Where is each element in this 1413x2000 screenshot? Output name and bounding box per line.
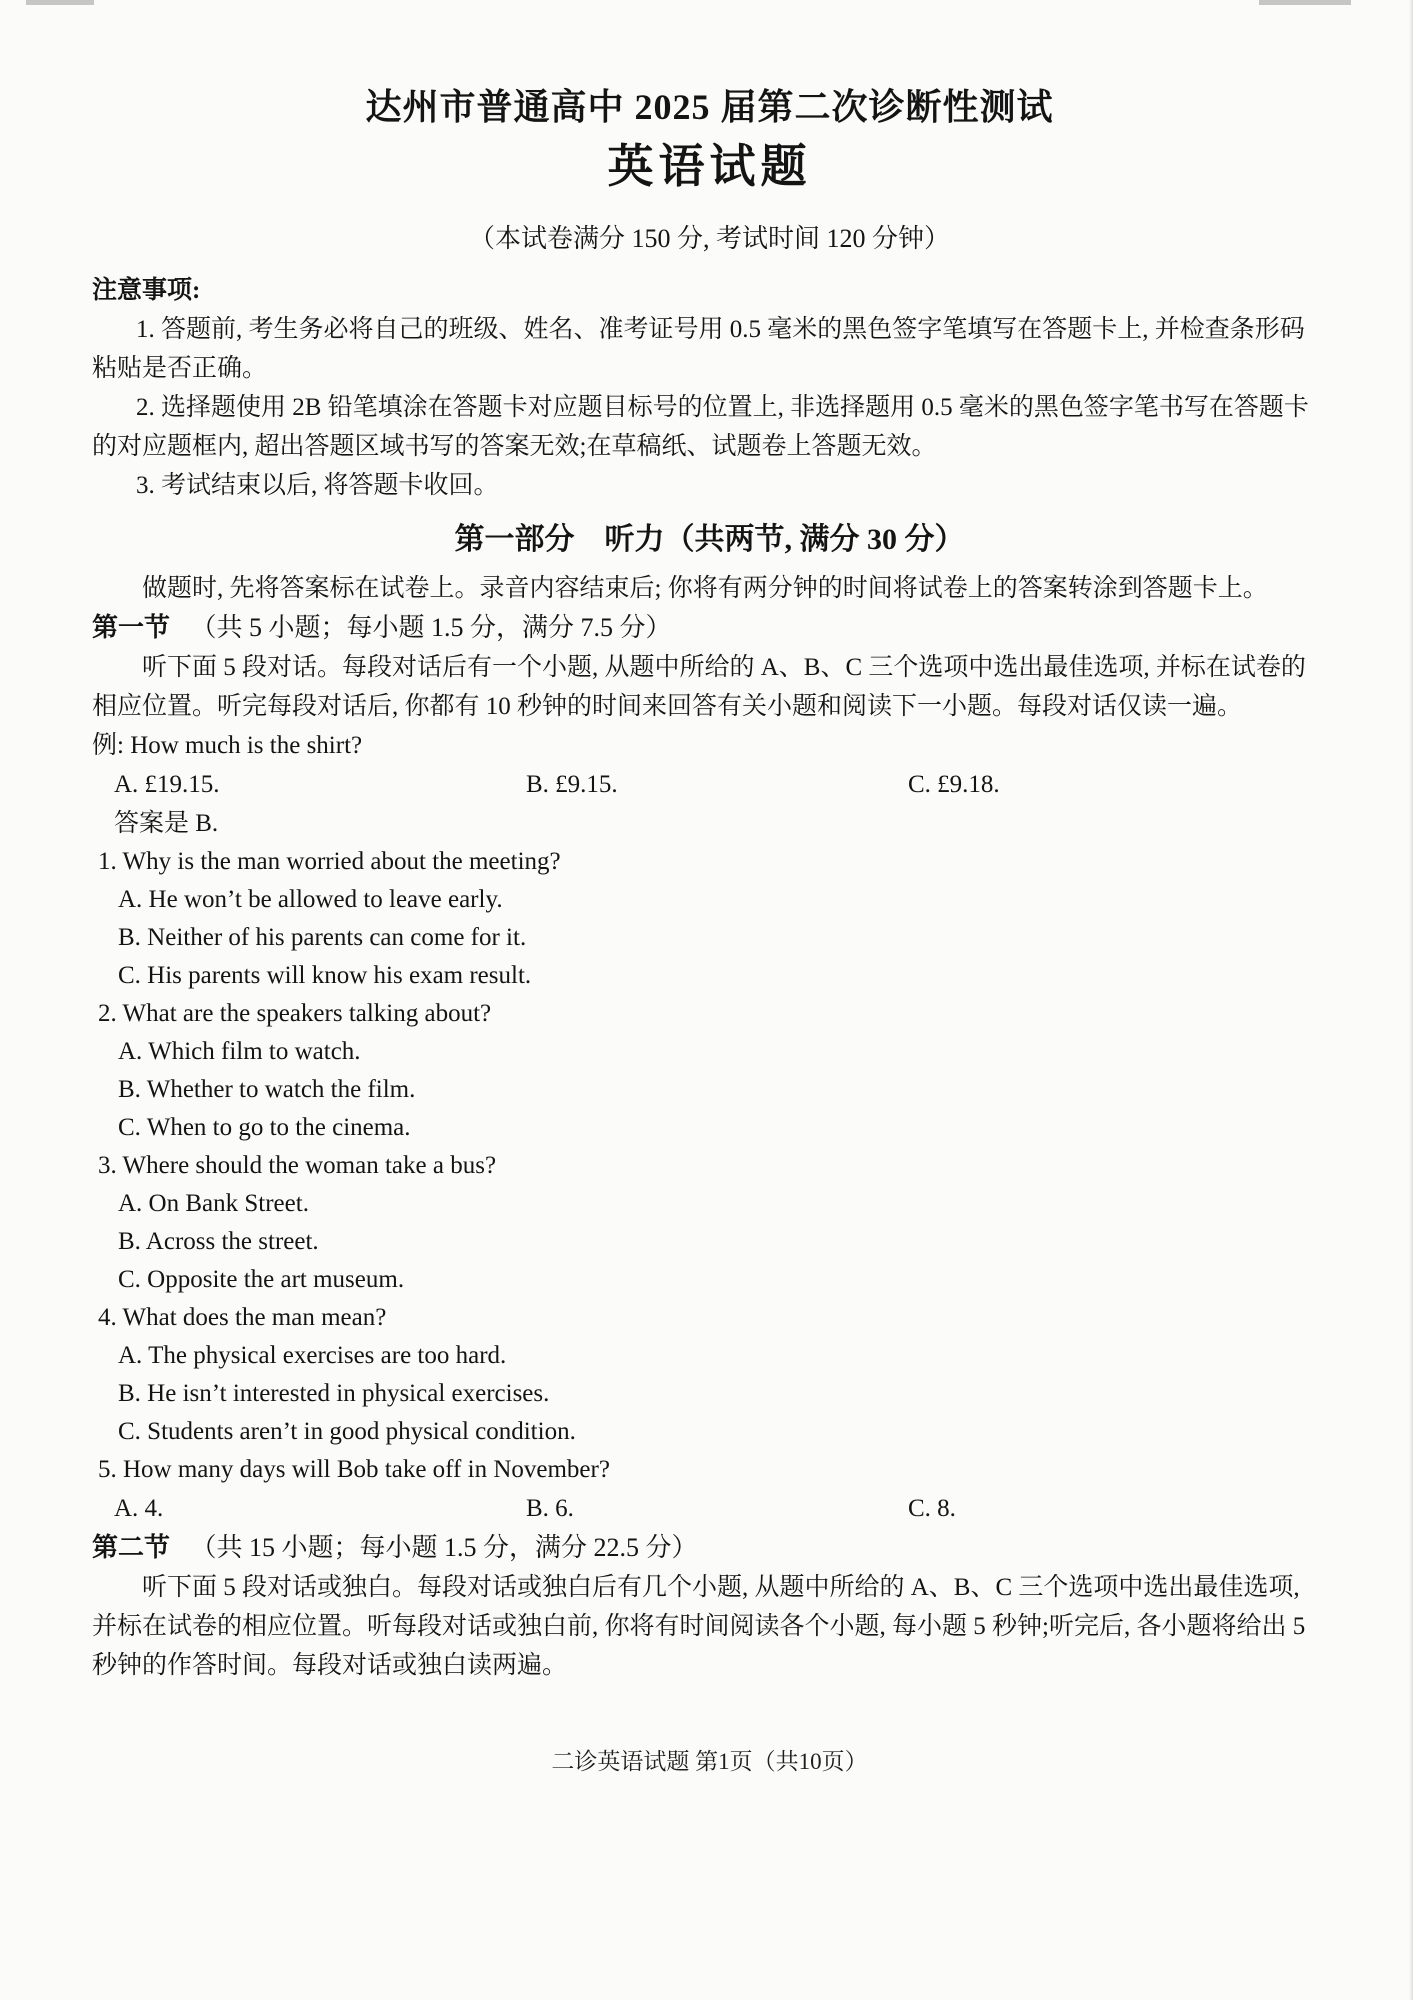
question-3 [92, 1147, 1327, 1299]
question-5-option-c: C. 8. [908, 1494, 956, 1522]
exam-meta: （本试卷满分 150 分, 考试时间 120 分钟） [468, 224, 950, 254]
question-5-text: 5. How many days will Bob take off in November? [98, 1455, 610, 1483]
scan-artifact-top-left [26, 0, 94, 5]
question-5-option-b: B. 6. [526, 1494, 574, 1522]
exam-title: 达州市普通高中 2025 届第二次诊断性测试 [365, 87, 1054, 127]
question-3-text: 3. Where should the woman take a bus? [98, 1151, 497, 1179]
question-5-options-row [92, 1489, 1327, 1528]
question-3-option-a: A. On Bank Street. [118, 1189, 309, 1217]
question-2-option-c: C. When to go to the cinema. [118, 1113, 411, 1141]
question-5 [92, 1451, 1327, 1528]
part1-intro: 做题时, 先将答案标在试卷上。录音内容结束后; 你将有两分钟的时间将试卷上的答案转涂到答题卡上。 [142, 574, 1268, 602]
question-4-option-b: B. He isn’t interested in physical exercises. [118, 1379, 550, 1407]
scan-artifact-top-right [1259, 0, 1351, 5]
section1-intro: 听下面 5 段对话。每段对话后有一个小题, 从题中所给的 A、B、C 三个选项中选出最佳选项, 并标在试卷的相应位置。听完每段对话后, 你都有 10 秒钟的时间来回答有关小题和阅读下一小题。每段对话仅读一遍。 [92, 653, 1306, 720]
notice-item-3: 3. 考试结束以后, 将答题卡收回。 [136, 472, 499, 500]
section2-label: 第二节 [92, 1532, 171, 1562]
question-1-text: 1. Why is the man worried about the meeting? [98, 847, 561, 875]
question-4-option-a: A. The physical exercises are too hard. [118, 1341, 507, 1369]
part1-header: 第一部分 听力（共两节, 满分 30 分） [454, 523, 965, 557]
question-2-text: 2. What are the speakers talking about? [98, 999, 492, 1027]
notice-item-1: 1. 答题前, 考生务必将自己的班级、姓名、准考证号用 0.5 毫米的黑色签字笔填写在答题卡上, 并检查条形码粘贴是否正确。 [92, 316, 1305, 383]
page-footer: 二诊英语试题 第1页（共10页） [551, 1748, 868, 1774]
question-2 [92, 995, 1327, 1147]
scan-edge-shadow [1409, 0, 1413, 2000]
question-4-option-c: C. Students aren’t in good physical condition. [118, 1417, 576, 1445]
question-3-option-b: B. Across the street. [118, 1227, 319, 1255]
question-1 [92, 843, 1327, 995]
example-option-c: C. £9.18. [908, 770, 1000, 798]
question-3-option-c: C. Opposite the art museum. [118, 1265, 405, 1293]
question-2-option-b: B. Whether to watch the film. [118, 1075, 416, 1103]
example-options-row [92, 765, 1327, 804]
question-1-option-b: B. Neither of his parents can come for it. [118, 923, 527, 951]
notice-item-2: 2. 选择题使用 2B 铅笔填涂在答题卡对应题目标号的位置上, 非选择题用 0.5 毫米的黑色签字笔书写在答题卡的对应题框内, 超出答题区域书写的答案无效;在草稿纸、试题卷上答题无效。 [92, 394, 1309, 461]
section2-info: （共 15 小题；每小题 1.5 分，满分 22.5 分） [190, 1532, 698, 1562]
question-1-option-c: C. His parents will know his exam result. [118, 961, 532, 989]
example-option-b: B. £9.15. [526, 770, 618, 798]
section1-heading [92, 608, 1327, 648]
question-4-text: 4. What does the man mean? [98, 1303, 387, 1331]
question-4 [92, 1299, 1327, 1451]
example-option-a: A. £19.15. [114, 770, 220, 798]
question-2-option-a: A. Which film to watch. [118, 1037, 361, 1065]
example-answer: 答案是 B. [114, 809, 219, 837]
section1-info: （共 5 小题；每小题 1.5 分，满分 7.5 分） [190, 612, 672, 642]
section2-intro: 听下面 5 段对话或独白。每段对话或独白后有几个小题, 从题中所给的 A、B、C 三个选项中选出最佳选项, 并标在试卷的相应位置。听每段对话或独白前, 你将有时间阅读各个小题, 每小题 5 秒钟;听完后, 各小题将给出 5 秒钟的作答时间。每段对话或独白读两遍。 [92, 1573, 1306, 1679]
section1-label: 第一节 [92, 612, 171, 642]
exam-subject: 英语试题 [607, 141, 812, 193]
question-5-option-a: A. 4. [114, 1494, 164, 1522]
question-1-option-a: A. He won’t be allowed to leave early. [118, 885, 503, 913]
section2-heading [92, 1528, 1327, 1568]
example-prompt: 例: How much is the shirt? [92, 731, 363, 759]
notice-heading: 注意事项: [92, 277, 201, 305]
